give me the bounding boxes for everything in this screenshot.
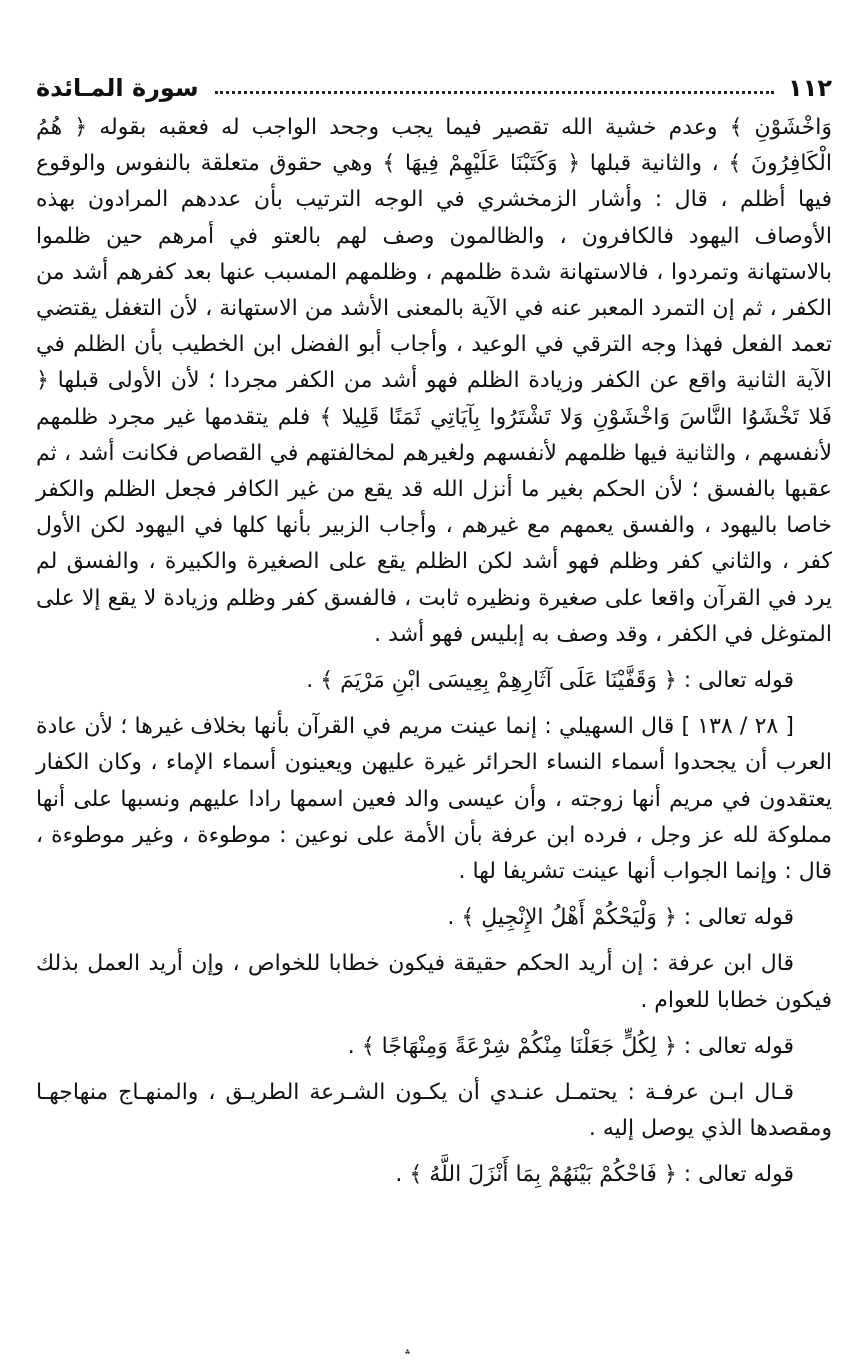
page-bottom-mark: ؞ bbox=[404, 1348, 412, 1362]
verse-heading: قوله تعالى : ﴿ وَقَفَّيْنَا عَلَى آثَارِهِمْ بِعِيسَى ابْنِ مَرْيَمَ ﴾ . bbox=[306, 668, 794, 694]
header-dotted-rule bbox=[215, 91, 774, 94]
book-page bbox=[36, 68, 832, 1194]
commentary-paragraph: قال ابن عرفة : إن أريد الحكم حقيقة فيكون خطابا للخواص ، وإن أريد العمل بذلك فيكون خطابا للعوام . bbox=[36, 951, 832, 1013]
surah-title: سورة المـائدة bbox=[36, 74, 199, 102]
verse-heading: قوله تعالى : ﴿ وَلْيَحْكُمْ أَهْلُ الإِنْجِيلِ ﴾ . bbox=[447, 905, 794, 931]
verse-heading: قوله تعالى : ﴿ لِكُلٍّ جَعَلْنَا مِنْكُمْ شِرْعَةً وَمِنْهَاجًا ﴾ . bbox=[347, 1033, 794, 1059]
page-number: ١١٢ bbox=[788, 74, 832, 102]
commentary-paragraph: قـال ابـن عرفـة : يحتمـل عنـدي أن يكـون الشـرعة الطريـق ، والمنهـاج منهاجهـا ومقصدها الذي يوصل إليه . bbox=[36, 1080, 832, 1142]
page-header bbox=[36, 68, 832, 108]
verse-heading: قوله تعالى : ﴿ فَاحْكُمْ بَيْنَهُمْ بِمَا أَنْزَلَ اللَّهُ ﴾ . bbox=[395, 1162, 794, 1188]
commentary-paragraph: وَاخْشَوْنِ ﴾ وعدم خشية الله تقصير فيما يجب وجحد الواجب له فعقبه بقوله ﴿ هُمُ الْكَافِرُونَ ﴾ ، والثانية قبلها ﴿ وَكَتَبْنَا عَلَيْهِمْ فِيهَا ﴾ وهي حقوق متعلقة بالنفوس والوقوع فيها أظلم ، قال : وأشار الزمخشري في الوجه الترتيب بأن عددهم المرادون بهذه الأوصاف اليهود فالكافرون ، والظالمون وصف لهم بالعتو في أمرهم حين ظلموا بالاستهانة وتمردوا ، فالاستهانة شدة ظلمهم ، وظلمهم المسبب عنها بعد كفرهم أشد من الكفر ، ثم إن التمرد المعبر عنه في الآية بالمعنى الأشد من الاستهانة ، لأن التغفل يقتضي تعمد الفعل فهذا وجه الترقي في الوعيد ، وأجاب أبو الفضل ابن الخطيب بأن الظلم في الآية الثانية واقع عن الكفر وزيادة الظلم فهو أشد من الكفر مجردا ؛ لأن الأولى قبلها ﴿ فَلا تَخْشَوُا النَّاسَ وَاخْشَوْنِ وَلا تَشْتَرُوا بِآيَاتِي ثَمَنًا قَلِيلا ﴾ فلم يتقدمها غير مجرد ظلمهم لأنفسهم ، والثانية فيها ظلمهم لأنفسهم ولغيرهم لمخالفتهم في القصاص فكانت أشد ، ثم عقبها بالفسق ؛ لأن الحكم بغير ما أنزل الله قد يقع من غير الكافر فجعل الظلم والكفر خاصا باليهود ، والفسق يعمهم مع غيرهم ، وأجاب الزبير بأنها كلها في اليهود لكن الأول كفر ، والثاني كفر وظلم فهو أشد لكن الظلم يقع على الصغيرة والكبيرة ، والفسق لم يرد في القرآن واقعا على صغيرة ونظيره ثابت ، فالفسق كفر وظلم وزيادة لا يقع إلا على المتوغل في الكفر ، وقد وصف به إبليس فهو أشد . bbox=[36, 115, 832, 647]
commentary-paragraph: [ ٢٨ / ١٣٨ ] قال السهيلي : إنما عينت مريم في القرآن بأنها بخلاف غيرها ؛ لأن عادة العرب أن يجحدوا أسماء النساء الحرائر غيرة عليهن ويعينون أسماء الإماء ، وكان الكفار يعتقدون في مريم أنها زوجته ، وأن عيسى والد فعين اسمها رادا عليهم ونسبها على أنها مملوكة لله عز وجل ، فرده ابن عرفة بأن الأمة على نوعين : موطوءة ، وغير موطوءة ، قال : وإنما الجواب أنها عينت تشريفا لها . bbox=[36, 714, 832, 885]
